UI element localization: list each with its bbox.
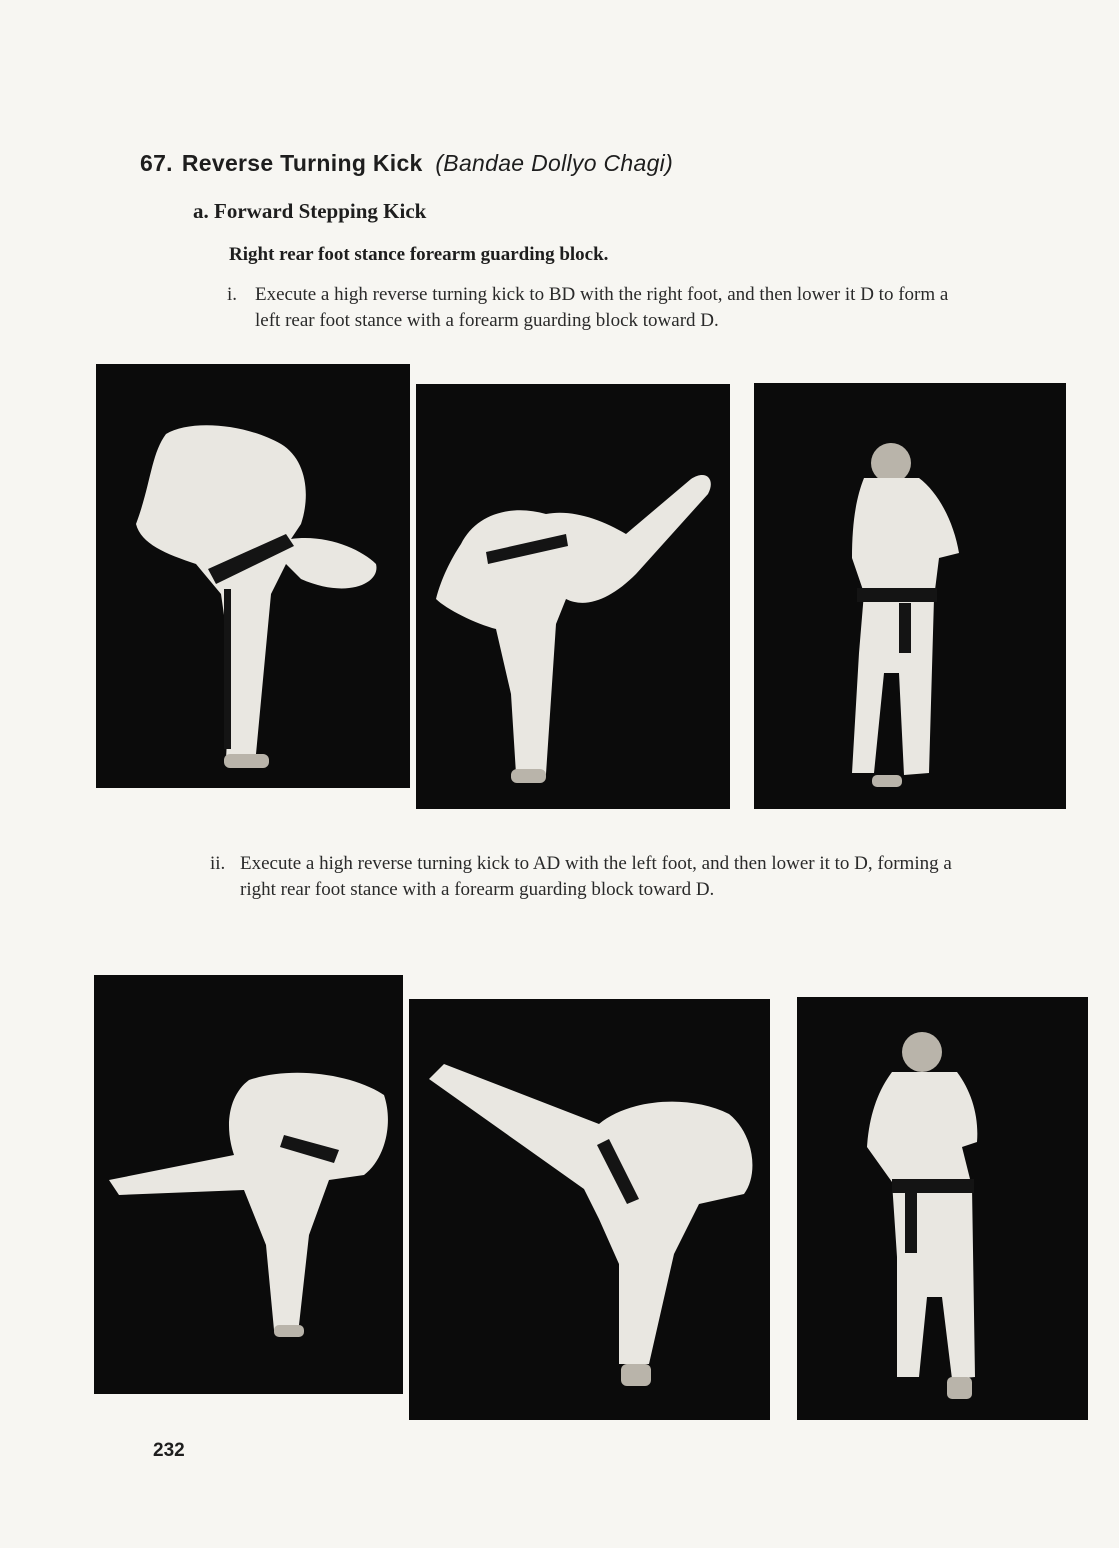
section-korean-name: (Bandae Dollyo Chagi): [435, 150, 674, 176]
step-1: [227, 282, 975, 334]
step-2: [210, 851, 960, 903]
section-title: [140, 150, 673, 177]
starting-stance: Right rear foot stance forearm guarding block.: [229, 244, 609, 265]
photo-1a-turning-back: [96, 364, 410, 788]
section-title-text: Reverse Turning Kick: [181, 150, 423, 176]
photo-2c-guarding-block: [797, 997, 1088, 1420]
photo-1b-high-kick: [416, 384, 730, 809]
step-1-marker: i.: [227, 284, 238, 305]
step-2-text: Execute a high reverse turning kick to AD with the left foot, and then lower it to D, forming a right rear foot stance with a forearm guarding block toward D.: [240, 853, 952, 900]
photo-2a-turning-kick: [94, 975, 403, 1394]
page-number: 232: [153, 1440, 185, 1461]
photo-2b-high-kick: [409, 999, 770, 1420]
section-number: 67.: [140, 150, 173, 176]
step-1-text: Execute a high reverse turning kick to BD with the right foot, and then lower it D to form a left rear foot stance with a forearm guarding block toward D.: [255, 284, 949, 331]
step-2-marker: ii.: [210, 853, 226, 874]
photo-1c-guarding-block: [754, 383, 1066, 809]
subsection-title: a. Forward Stepping Kick: [193, 199, 427, 223]
